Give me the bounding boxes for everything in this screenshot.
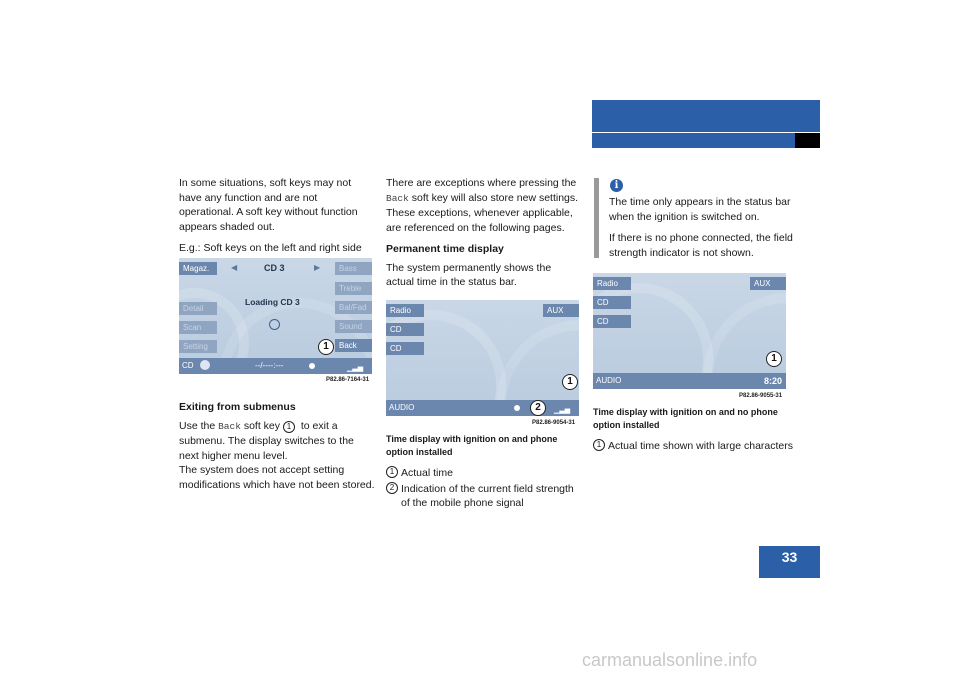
soft-key-detail: Detail	[179, 302, 217, 315]
screenshot-time-no-phone	[593, 273, 786, 389]
status-source: AUDIO	[389, 403, 415, 412]
soft-key-bal-fad: Bal/Fad	[335, 301, 372, 314]
soft-key-treble: Treble	[335, 282, 372, 295]
signal-strength-icon: ▁▃▅	[554, 407, 571, 414]
soft-key-cd: CD	[593, 296, 631, 309]
status-bar	[386, 400, 579, 416]
soft-key-cd-2: CD	[593, 315, 631, 328]
figure-caption: Time display with ignition on and no phone option installed	[593, 407, 778, 430]
soft-key-aux: AUX	[750, 277, 786, 290]
loading-text: Loading CD 3	[245, 297, 300, 307]
soft-key-setting: Setting	[179, 340, 217, 353]
image-reference: P82.86-7164-31	[326, 377, 370, 383]
callout-2: 2	[530, 400, 546, 416]
status-source: AUDIO	[596, 376, 622, 385]
info-box-bar	[594, 178, 599, 258]
soft-key-radio: Radio	[386, 304, 424, 317]
status-bar	[593, 373, 786, 389]
clock-display: 8:20	[763, 376, 782, 386]
screen-title: CD 3	[264, 263, 285, 273]
soft-key-aux: AUX	[543, 304, 579, 317]
page-number: 33	[759, 546, 820, 578]
info-text: If there is no phone connected, the field strength indicator is not shown.	[609, 232, 793, 259]
image-reference: P82.86-9055-31	[739, 393, 783, 399]
info-text: The time only appears in the status bar when the ignition is switched on.	[609, 196, 791, 223]
cd-disc-icon	[200, 360, 210, 370]
next-arrow-icon: ▶	[314, 263, 321, 272]
paragraph: The system does not accept setting modifications which have not been stored.	[179, 464, 375, 491]
header-divider	[592, 132, 820, 133]
status-bar	[179, 358, 372, 374]
play-indicator-icon	[309, 363, 315, 369]
screenshot-soft-keys	[179, 258, 372, 374]
info-box	[609, 195, 794, 267]
paragraph: Use the Back soft key 1 to exit a submenu. The display switches to the next higher menu level.	[179, 419, 354, 462]
image-reference: P82.86-9054-31	[532, 420, 576, 426]
track-time: --/----:---	[255, 361, 284, 370]
figure-caption: Time display with ignition on and phone option installed	[386, 434, 558, 457]
soft-key-bass: Bass	[335, 262, 372, 275]
header-tab	[592, 100, 820, 148]
play-indicator-icon	[514, 405, 520, 411]
list-item: 1 Actual time	[386, 466, 582, 481]
callout-1: 1	[766, 351, 782, 367]
prev-arrow-icon: ◀	[231, 263, 238, 272]
soft-key-scan: Scan	[179, 321, 217, 334]
header-marker	[795, 133, 820, 148]
status-source: CD	[182, 361, 194, 370]
column-3-lower	[593, 406, 793, 455]
list-item: 1 Actual time shown with large characters	[593, 439, 793, 454]
soft-key-magaz: Magaz.	[179, 262, 217, 275]
callout-1: 1	[318, 339, 334, 355]
column-2	[386, 176, 582, 297]
soft-key-sound: Sound	[335, 320, 372, 333]
signal-strength-icon: ▁▃▅	[347, 365, 364, 372]
section-heading: Exiting from submenus	[179, 401, 296, 413]
watermark: carmanualsonline.info	[582, 650, 758, 670]
callout-1: 1	[562, 374, 578, 390]
section-title: At a glance	[857, 114, 927, 129]
subsection-title: Menu system	[850, 137, 927, 151]
list-item: 2 Indication of the current field strength of the mobile phone signal	[386, 482, 582, 511]
paragraph: The system permanently shows the actual time in the status bar.	[386, 261, 552, 288]
soft-key-back: Back	[335, 339, 372, 352]
paragraph: E.g.: Soft keys on the left and right side	[179, 242, 362, 254]
paragraph: In some situations, soft keys may not have any function and are not operational. A soft key without function appears shaded out.	[179, 177, 358, 233]
soft-key-radio: Radio	[593, 277, 631, 290]
paragraph: There are exceptions where pressing the Back soft key will also store new settings. These exceptions, whenever applicable, are referenced on the following pages.	[386, 177, 579, 234]
soft-key-cd: CD	[386, 323, 424, 336]
section-heading: Permanent time display	[386, 243, 504, 255]
screenshot-time-phone	[386, 300, 579, 416]
soft-key-cd-2: CD	[386, 342, 424, 355]
info-icon: i	[610, 179, 623, 192]
loading-spinner-icon	[269, 319, 280, 330]
column-1-lower	[179, 400, 375, 499]
column-2-lower	[386, 433, 582, 512]
column-1	[179, 176, 375, 263]
